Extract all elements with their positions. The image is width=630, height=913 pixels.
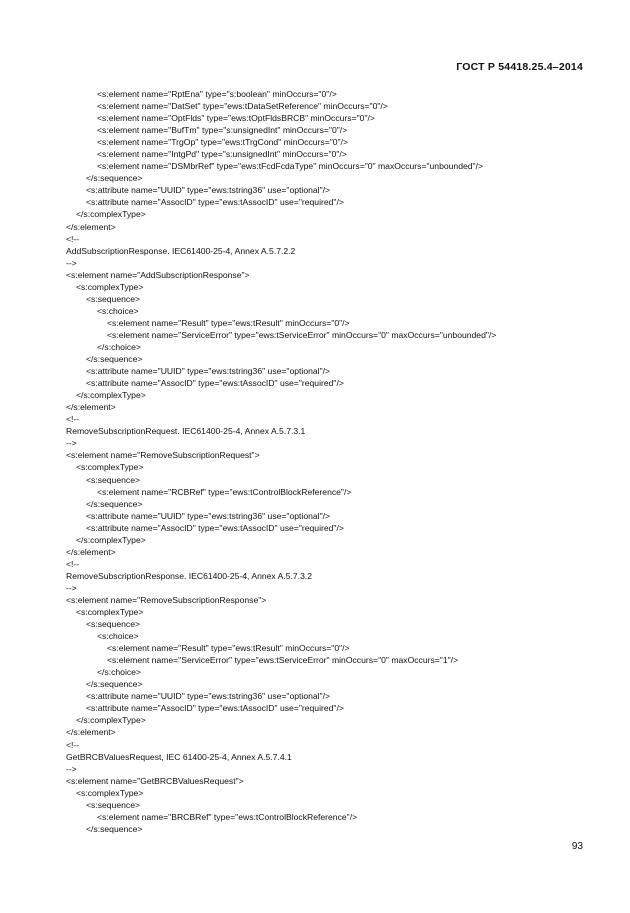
code-line: <s:complexType>: [76, 462, 144, 473]
code-line: <s:element name="ServiceError" type="ews:tServiceError" minOccurs="0" maxOccurs="unbounded"/>: [107, 329, 497, 340]
code-line: </s:complexType>: [76, 715, 146, 726]
code-line: -->: [66, 257, 77, 268]
code-line: <s:attribute name="UUID" type="ews:tstring36" use="optional"/>: [86, 691, 331, 702]
code-line: <s:element name="GetBRCBValuesRequest">: [66, 775, 244, 786]
xml-code-listing: [66, 88, 610, 835]
code-line: <s:attribute name="AssocID" type="ews:tAssocID" use="required"/>: [86, 197, 344, 208]
code-line: <s:element name="BufTm" type="s:unsignedInt" minOccurs="0"/>: [97, 125, 348, 136]
code-line: -->: [66, 438, 77, 449]
code-line: <s:choice>: [97, 305, 139, 316]
code-line: <s:element name="RemoveSubscriptionResponse">: [66, 594, 267, 605]
code-line: <s:attribute name="UUID" type="ews:tstring36" use="optional"/>: [86, 510, 331, 521]
code-line: <s:element name="AddSubscriptionResponse">: [66, 269, 250, 280]
code-line: </s:choice>: [97, 341, 141, 352]
code-line: RemoveSubscriptionResponse. IEC61400-25-4, Annex A.5.7.3.2: [66, 570, 313, 581]
code-line: <s:attribute name="AssocID" type="ews:tAssocID" use="required"/>: [86, 703, 344, 714]
code-line: <s:complexType>: [76, 787, 144, 798]
code-line: <s:element name="Result" type="ews:tResult" minOccurs="0"/>: [107, 317, 350, 328]
code-line: <s:element name="RCBRef" type="ews:tControlBlockReference"/>: [97, 486, 352, 497]
code-line: <s:attribute name="UUID" type="ews:tstring36" use="optional"/>: [86, 185, 331, 196]
code-line: </s:complexType>: [76, 534, 146, 545]
code-line: </s:complexType>: [76, 390, 146, 401]
document-header: ГОСТ Р 54418.25.4–2014: [456, 61, 583, 73]
code-line: <s:sequence>: [86, 619, 140, 630]
code-line: <s:element name="TrgOp" type="ews:tTrgCond" minOccurs="0"/>: [97, 137, 348, 148]
code-line: <s:element name="BRCBRef" type="ews:tControlBlockReference"/>: [97, 811, 358, 822]
code-line: <!--: [66, 414, 80, 425]
code-line: <s:attribute name="AssocID" type="ews:tAssocID" use="required"/>: [86, 522, 344, 533]
code-line: <s:element name="IntgPd" type="s:unsignedInt" minOccurs="0"/>: [97, 149, 347, 160]
code-line: <s:sequence>: [86, 293, 140, 304]
code-line: </s:sequence>: [86, 679, 143, 690]
code-line: </s:sequence>: [86, 173, 143, 184]
page-number: 93: [571, 841, 583, 852]
code-line: <s:element name="DatSet" type="ews:tDataSetReference" minOccurs="0"/>: [97, 101, 388, 112]
code-line: <s:element name="OptFlds" type="ews:tOptFldsBRCB" minOccurs="0"/>: [97, 113, 375, 124]
code-line: <!--: [66, 739, 80, 750]
code-line: </s:element>: [66, 727, 116, 738]
code-line: </s:sequence>: [86, 498, 143, 509]
code-line: <s:element name="ServiceError" type="ews:tServiceError" minOccurs="0" maxOccurs="1"/>: [107, 655, 459, 666]
code-line: <s:element name="DSMbrRef" type="ews:tFcdFcdaType" minOccurs="0" maxOccurs="unbounded"/>: [97, 161, 483, 172]
code-line: <s:element name="Result" type="ews:tResult" minOccurs="0"/>: [107, 643, 350, 654]
code-line: RemoveSubscriptionRequest. IEC61400-25-4, Annex A.5.7.3.1: [66, 426, 306, 437]
code-line: </s:choice>: [97, 667, 141, 678]
code-line: <!--: [66, 233, 80, 244]
code-line: </s:sequence>: [86, 823, 143, 834]
code-line: </s:element>: [66, 546, 116, 557]
code-line: -->: [66, 763, 77, 774]
code-line: <s:complexType>: [76, 281, 144, 292]
code-line: <s:sequence>: [86, 799, 140, 810]
code-line: <s:sequence>: [86, 474, 140, 485]
code-line: </s:element>: [66, 402, 116, 413]
code-line: <s:choice>: [97, 631, 139, 642]
code-line: <s:complexType>: [76, 607, 144, 618]
code-line: <s:element name="RemoveSubscriptionRequest">: [66, 450, 260, 461]
code-line: </s:element>: [66, 221, 116, 232]
code-line: -->: [66, 582, 77, 593]
code-line: AddSubscriptionResponse. IEC61400-25-4, Annex A.5.7.2.2: [66, 245, 296, 256]
code-line: <!--: [66, 558, 80, 569]
code-line: <s:attribute name="AssocID" type="ews:tAssocID" use="required"/>: [86, 378, 344, 389]
code-line: </s:sequence>: [86, 354, 143, 365]
code-line: <s:element name="RptEna" type="s:boolean" minOccurs="0"/>: [97, 89, 337, 99]
code-line: <s:attribute name="UUID" type="ews:tstring36" use="optional"/>: [86, 366, 331, 377]
code-line: GetBRCBValuesRequest, IEC 61400-25-4, Annex A.5.7.4.1: [66, 751, 292, 762]
code-line: </s:complexType>: [76, 209, 146, 220]
